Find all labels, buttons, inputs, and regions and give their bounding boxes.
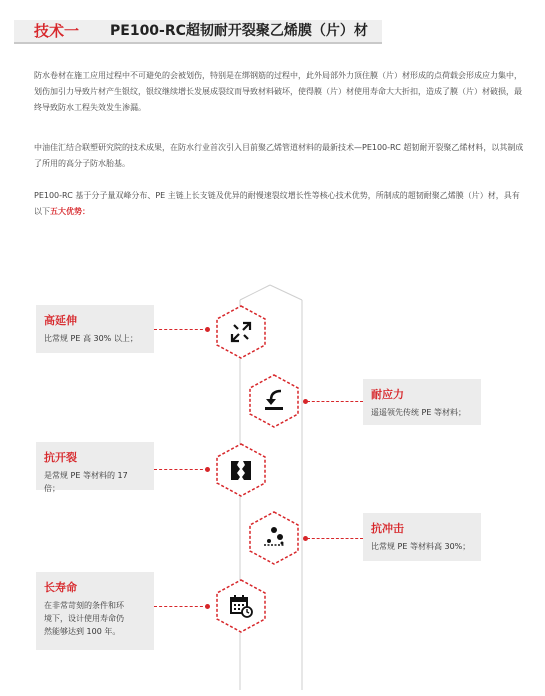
crack-icon xyxy=(228,457,254,483)
calendar-clock-icon xyxy=(228,593,254,619)
paragraph-3 xyxy=(34,188,524,220)
feature-card-3 xyxy=(36,442,154,493)
feature-1-title: 高延伸 xyxy=(44,314,77,327)
hexagon-stretch xyxy=(213,304,269,360)
feature-2-dot xyxy=(303,399,308,404)
section-header xyxy=(14,20,382,44)
feature-3-dot xyxy=(205,467,210,472)
feature-card-1 xyxy=(36,305,154,353)
feature-card-2 xyxy=(363,379,481,425)
feature-1-connector xyxy=(154,329,208,330)
advantages-diagram xyxy=(0,280,545,696)
feature-card-4 xyxy=(363,513,481,561)
header-tag: 技术一 xyxy=(34,22,80,40)
header-title: PE100-RC超韧耐开裂聚乙烯膜（片）材 xyxy=(110,23,368,39)
stretch-arrows-icon xyxy=(228,319,254,345)
paragraph-3-text: PE100-RC 基于分子量双峰分布、PE 主链上长支链及优异的耐慢速裂纹增长性等核心技术优势，所制成的超韧耐聚乙烯膜（片）材，具有以下 xyxy=(34,191,520,216)
feature-3-connector xyxy=(154,469,208,470)
paragraph-2: 中油佳汇结合联塑研究院的技术成果，在防水行业首次引入目前聚乙烯管道材料的最新技术—PE100-RC 超韧耐开裂聚乙烯材料，以其制成了所用的高分子防水胎基。 xyxy=(34,143,524,168)
feature-2-desc: 遥遥领先传统 PE 等材料； xyxy=(371,408,466,417)
feature-4-title: 抗冲击 xyxy=(371,522,404,535)
feature-1-desc: 比常规 PE 高 30% 以上； xyxy=(44,334,138,343)
feature-4-desc: 比常规 PE 等材料高 30%； xyxy=(371,542,471,551)
feature-5-title: 长寿命 xyxy=(44,581,77,594)
feature-4-connector xyxy=(307,538,363,539)
hexagon-pressure xyxy=(246,373,302,429)
feature-3-title: 抗开裂 xyxy=(44,451,77,464)
impact-icon xyxy=(261,525,287,551)
feature-3-desc: 是常规 PE 等材料的 17 倍； xyxy=(44,471,128,493)
feature-5-connector xyxy=(154,606,208,607)
feature-2-connector xyxy=(307,401,363,402)
paragraph-1: 防水卷材在施工应用过程中不可避免的会被划伤，特别是在绑钢筋的过程中，此外局部外力顶住膜（片）材形成的点荷载会形成应力集中，划伤加引力导致片材产生银纹，银纹继续增长发展成裂纹而导致材料破坏，使得膜（片）材使用寿命大大折扣，造成了膜（片）材破损，最终导致防水工程失效发生渗漏。 xyxy=(34,71,522,112)
feature-card-5 xyxy=(36,572,154,650)
hexagon-crack xyxy=(213,442,269,498)
feature-2-title: 耐应力 xyxy=(371,388,404,401)
feature-1-dot xyxy=(205,327,210,332)
feature-5-desc: 在非常苛刻的条件和环境下，设计使用寿命仍然能够达到 100 年。 xyxy=(44,601,124,636)
feature-4-dot xyxy=(303,536,308,541)
hexagon-impact xyxy=(246,510,302,566)
pressure-arrow-icon xyxy=(261,388,287,414)
paragraph-3-highlight: 五大优势： xyxy=(50,207,90,216)
feature-5-dot xyxy=(205,604,210,609)
hexagon-calendar xyxy=(213,578,269,634)
